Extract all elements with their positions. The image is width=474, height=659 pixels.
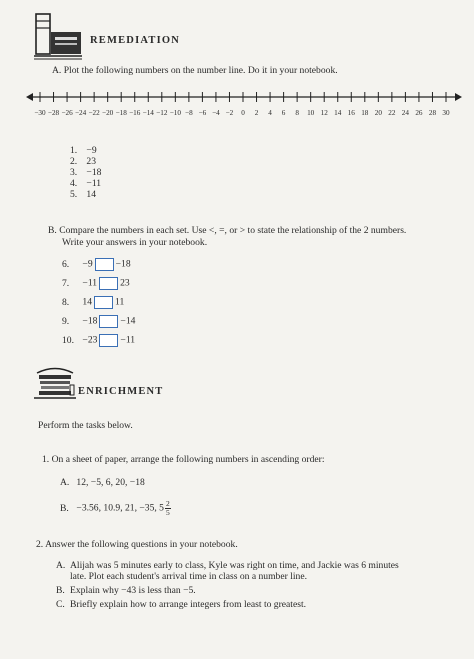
item-number: 3. bbox=[70, 167, 78, 178]
tick-label: 30 bbox=[442, 109, 450, 117]
compare-row bbox=[62, 315, 135, 334]
item-value: −11 bbox=[86, 178, 102, 189]
enrichment-intro: Perform the tasks below. bbox=[38, 420, 133, 431]
item-number: 6. bbox=[62, 258, 70, 270]
answer-box[interactable] bbox=[99, 277, 118, 290]
tick-label: −20 bbox=[102, 109, 114, 117]
option-text: 12, −5, 6, 20, −18 bbox=[76, 477, 145, 488]
task-1-a bbox=[60, 477, 145, 488]
tick-label: −4 bbox=[212, 109, 220, 117]
item-number: 7. bbox=[62, 277, 70, 289]
left-value: −18 bbox=[82, 315, 98, 327]
tick-label: −6 bbox=[198, 109, 207, 117]
task-2-a bbox=[56, 560, 472, 582]
answer-box[interactable] bbox=[99, 315, 118, 328]
enrichment-icon bbox=[34, 365, 76, 401]
item-number: 10. bbox=[62, 334, 74, 346]
option-letter: C. bbox=[56, 599, 65, 610]
tick-label: −8 bbox=[185, 109, 193, 117]
tick-label: 8 bbox=[295, 109, 299, 117]
option-letter: A. bbox=[56, 560, 66, 571]
option-text: Alijah was 5 minutes early to class, Kyle was right on time, and Jackie was 6 minutes bbox=[70, 560, 399, 571]
item-number: 2. bbox=[70, 156, 78, 167]
option-letter: A. bbox=[60, 477, 70, 488]
tick-label: 16 bbox=[347, 109, 355, 117]
answer-box[interactable] bbox=[95, 258, 114, 271]
list-item bbox=[70, 167, 101, 178]
right-value: −11 bbox=[120, 334, 136, 346]
enrichment-title: ENRICHMENT bbox=[78, 386, 164, 397]
item-value: −9 bbox=[86, 145, 97, 156]
task-2-b bbox=[56, 585, 196, 596]
compare-row bbox=[62, 334, 135, 353]
tick-label: 12 bbox=[320, 109, 328, 117]
answer-box[interactable] bbox=[94, 296, 113, 309]
tick-label: 6 bbox=[281, 109, 286, 117]
fraction bbox=[165, 500, 171, 517]
list-item bbox=[70, 189, 101, 200]
tick-label: 0 bbox=[241, 109, 245, 117]
task-2-label: 2. Answer the following questions in your notebook. bbox=[36, 539, 238, 550]
option-text: −3.56, 10.9, 21, −35, 5 bbox=[76, 502, 164, 514]
part-b-instruction: B. Compare the numbers in each set. Use <, =, or > to state the relationship of the 2 numbers. bbox=[48, 225, 407, 236]
item-number: 8. bbox=[62, 296, 70, 308]
tick-label: −2 bbox=[225, 109, 234, 117]
compare-row bbox=[62, 277, 135, 296]
part-a-instruction: A. Plot the following numbers on the number line. Do it in your notebook. bbox=[52, 65, 338, 76]
option-text: Briefly explain how to arrange integers from least to greatest. bbox=[70, 599, 307, 610]
tick-label: −28 bbox=[47, 109, 60, 117]
tick-label: 28 bbox=[428, 109, 437, 117]
tick-label: 20 bbox=[374, 109, 382, 117]
tick-label: 10 bbox=[307, 109, 315, 117]
option-text-continued: late. Plot each student's arrival time in class on a number line. bbox=[70, 571, 307, 582]
item-value: −18 bbox=[86, 167, 102, 178]
tick-label: 2 bbox=[254, 109, 259, 117]
tick-labels bbox=[26, 108, 462, 120]
item-number: 4. bbox=[70, 178, 78, 189]
part-b-instruction-2: Write your answers in your notebook. bbox=[62, 237, 208, 248]
tick-label: 22 bbox=[388, 109, 396, 117]
tick-label: −14 bbox=[142, 109, 154, 117]
tick-label: −26 bbox=[61, 109, 73, 117]
task-1-b bbox=[60, 500, 171, 517]
tick-label: 4 bbox=[268, 109, 272, 117]
left-value: 14 bbox=[82, 296, 92, 308]
item-number: 5. bbox=[70, 189, 78, 200]
tick-label: 24 bbox=[401, 109, 409, 117]
fraction-numerator: 2 bbox=[165, 499, 170, 508]
part-a-list bbox=[70, 145, 101, 200]
right-value: −18 bbox=[115, 258, 131, 270]
tick-label: 18 bbox=[361, 109, 369, 117]
list-item bbox=[70, 178, 101, 189]
item-number: 9. bbox=[62, 315, 70, 327]
tick-label: −10 bbox=[169, 109, 181, 117]
list-item bbox=[70, 156, 101, 167]
task-1-label: 1. On a sheet of paper, arrange the following numbers in ascending order: bbox=[42, 454, 325, 465]
answer-box[interactable] bbox=[99, 334, 118, 347]
task-2-c bbox=[56, 599, 306, 610]
number-line bbox=[26, 86, 462, 126]
right-value: 11 bbox=[115, 296, 125, 308]
tick-label: −22 bbox=[88, 109, 100, 117]
item-value: 23 bbox=[86, 156, 96, 167]
left-value: −23 bbox=[82, 334, 98, 346]
right-value: −14 bbox=[120, 315, 136, 327]
remediation-title: REMEDIATION bbox=[90, 35, 181, 46]
tick-label: −24 bbox=[74, 109, 87, 117]
remediation-icon bbox=[34, 12, 84, 60]
item-number: 1. bbox=[70, 145, 78, 156]
list-item bbox=[70, 145, 101, 156]
item-value: 14 bbox=[86, 189, 96, 200]
option-letter: B. bbox=[60, 502, 69, 514]
fraction-denominator: 5 bbox=[165, 508, 170, 517]
tick-label: 14 bbox=[334, 109, 342, 117]
tick-label: −18 bbox=[115, 109, 127, 117]
option-text: Explain why −43 is less than −5. bbox=[70, 585, 196, 596]
right-value: 23 bbox=[120, 277, 130, 289]
tick-label: −30 bbox=[34, 109, 46, 117]
tick-label: −16 bbox=[129, 109, 141, 117]
tick-label: −12 bbox=[156, 109, 168, 117]
left-value: −11 bbox=[82, 277, 98, 289]
compare-row bbox=[62, 296, 135, 315]
left-value: −9 bbox=[82, 258, 93, 270]
compare-row bbox=[62, 258, 135, 277]
option-letter: B. bbox=[56, 585, 65, 596]
part-b-list bbox=[62, 258, 135, 353]
tick-label: 26 bbox=[415, 109, 423, 117]
